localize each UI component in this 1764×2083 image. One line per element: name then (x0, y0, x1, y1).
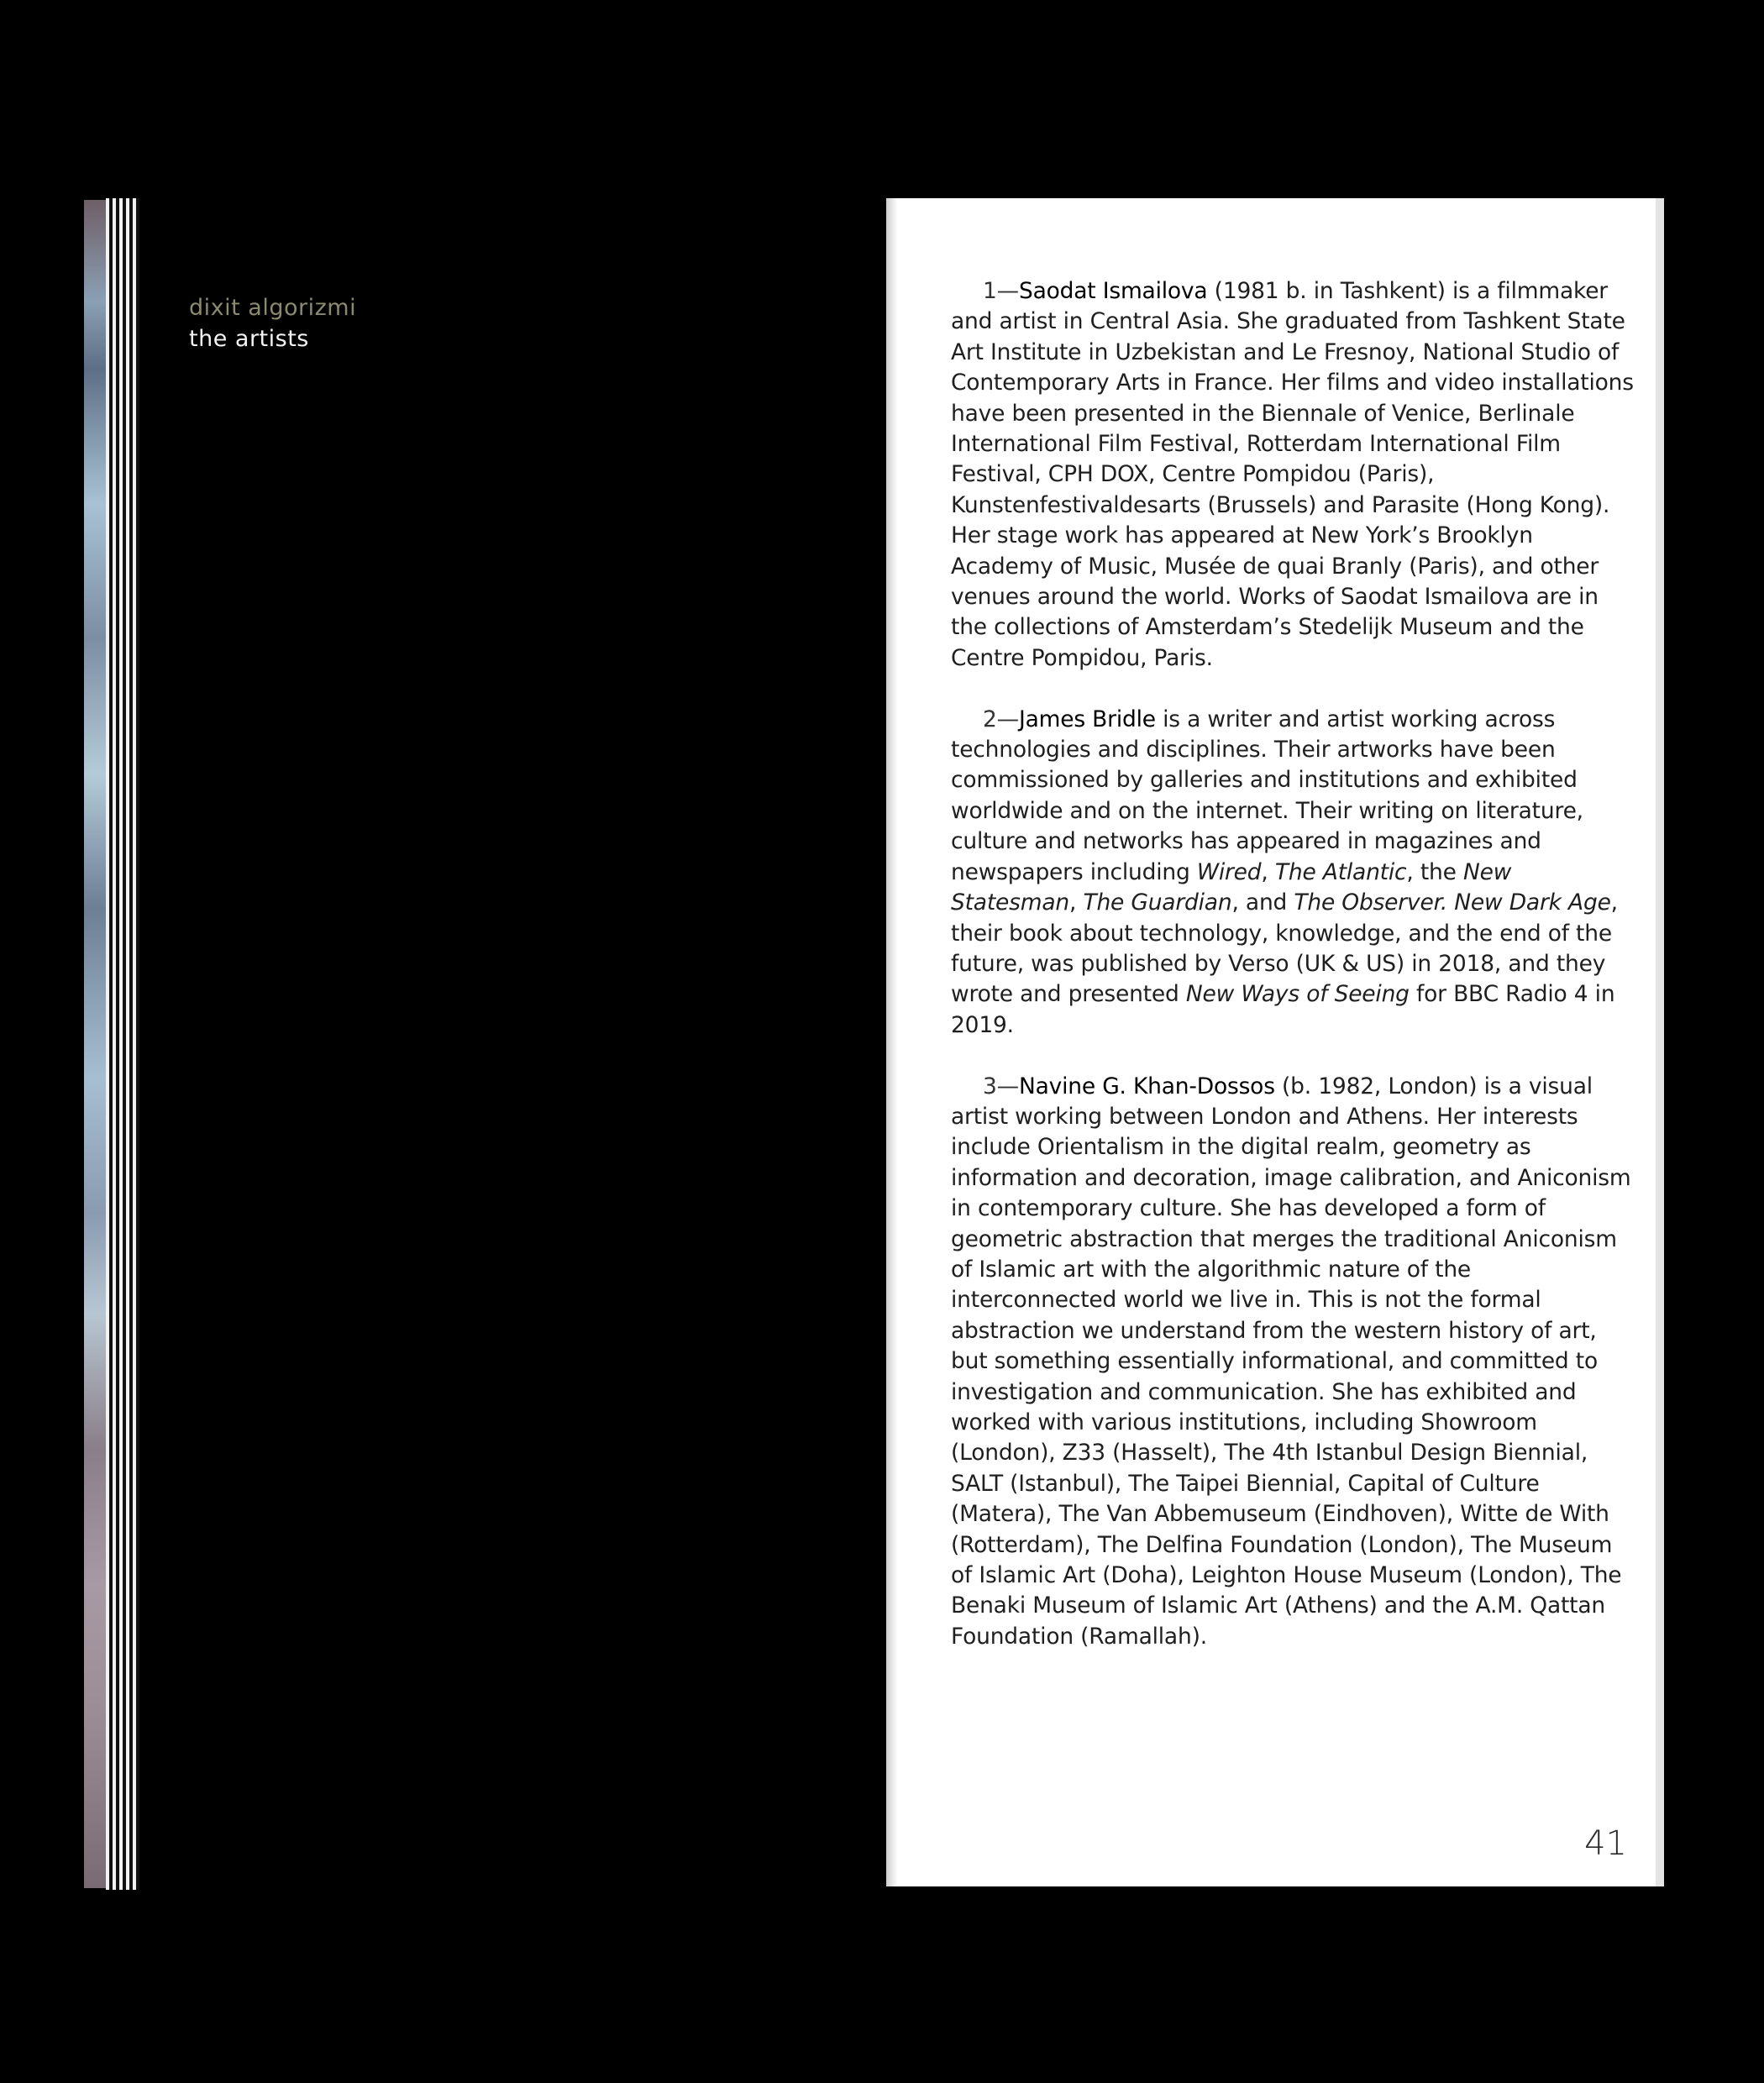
artist-name: Saodat Ismailova (1018, 278, 1208, 304)
bio-text: , their book about technology, knowledge, and the end of the future, was published by Verso (UK & US) in 2018, and they wrote and presented (951, 889, 1618, 1008)
page-edge-lines (106, 198, 139, 1890)
bio-text: is a writer and artist working across technologies and disciplines. Their artworks have been commissioned by galleries and institutions and exhibited worldwide and on the internet. Their writing on literature, culture and networks has appeared in magazines and newspapers including (951, 706, 1583, 885)
bio-text: , (1069, 889, 1084, 916)
artist-bio-2 (951, 705, 1640, 1041)
bio-text: , the (1406, 858, 1463, 885)
left-page (139, 200, 887, 1888)
artist-name: James Bridle (1018, 706, 1156, 732)
running-head (189, 292, 356, 354)
publication-title: Wired (1196, 858, 1262, 885)
artist-bio-1 (951, 276, 1640, 674)
publication-title: The Observer. New Dark Age (1294, 889, 1611, 916)
bio-text: , and (1231, 889, 1294, 916)
bio-number: 1— (983, 278, 1019, 304)
bio-text: (1981 b. in Tashkent) is a filmmaker and artist in Central Asia. She graduated from Tashkent State Art Institute in Uzbekistan and Le Fresnoy, National Studio of Contemporary Arts in France. Her films and video installations have been presented in the Biennale of Venice, Berlinale International Film Festival, Rotterdam International Film Festival, CPH DOX, Centre Pompidou (Paris), Kunstenfestivaldesarts (Brussels) and Parasite (Hong Kong). Her stage work has appeared at New York’s Brooklyn Academy of Music, Musée de quai Branly (Paris), and other venues around the world. Works of Saodat Ismailova are in the collections of Amsterdam’s Stedelijk Museum and the Centre Pompidou, Paris. (951, 278, 1634, 671)
bio-text: , (1261, 858, 1275, 885)
series-title: dixit algorizmi (189, 295, 357, 321)
page-number: 41 (1584, 1824, 1627, 1863)
publication-title: New Statesman (951, 858, 1512, 916)
artist-bio-3 (951, 1072, 1640, 1653)
page-edges (84, 200, 106, 1888)
publication-title: The Guardian (1083, 889, 1232, 916)
publication-title: The Atlantic (1274, 858, 1407, 885)
right-page (886, 198, 1664, 1886)
bio-number: 3— (983, 1073, 1019, 1099)
section-title: the artists (189, 326, 309, 352)
artist-bios (951, 276, 1640, 1683)
artist-name: Navine G. Khan-Dossos (1018, 1073, 1275, 1099)
bio-text: for BBC Radio 4 in 2019. (951, 981, 1615, 1038)
bio-text: (b. 1982, London) is a visual artist working between London and Athens. Her interests include Orientalism in the digital realm, geometry as information and decoration, image calibration, and Aniconism in contemporary culture. She has developed a form of geometric abstraction that merges the traditional Aniconism of Islamic art with the algorithmic nature of the interconnected world we live in. This is not the formal abstraction we understand from the western history of art, but something essentially informational, and committed to investigation and communication. She has exhibited and worked with various institutions, including Showroom (London), Z33 (Hasselt), The 4th Istanbul Design Biennial, SALT (Istanbul), The Taipei Biennial, Capital of Culture (Matera), The Van Abbemuseum (Eindhoven), Witte de With (Rotterdam), The Delfina Foundation (London), The Museum of Islamic Art (Doha), Leighton House Museum (London), The Benaki Museum of Islamic Art (Athens) and the A.M. Qattan Foundation (Ramallah). (951, 1073, 1631, 1650)
bio-number: 2— (983, 706, 1019, 732)
publication-title: New Ways of Seeing (1185, 981, 1410, 1008)
